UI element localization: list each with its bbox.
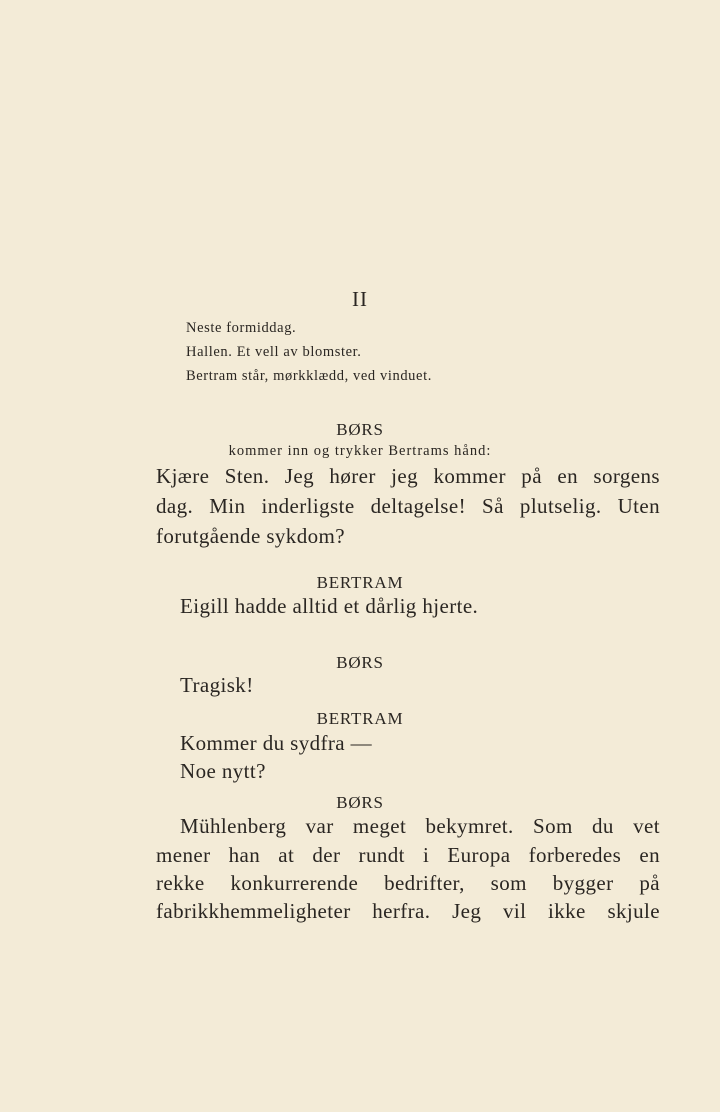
speaker-bors-1: BØRS bbox=[336, 420, 384, 439]
dialogue-line: Eigill hadde alltid et dårlig hjerte. bbox=[180, 594, 479, 618]
stage-direction-time: Neste formiddag. bbox=[186, 320, 297, 336]
dialogue-line: Tragisk! bbox=[180, 673, 254, 697]
dialogue-line: Kommer du sydfra — bbox=[180, 731, 373, 755]
act-heading: II bbox=[352, 287, 368, 311]
speaker-bors-3: BØRS bbox=[336, 793, 384, 812]
dialogue-line: Mühlenberg var meget bekymret. Som du vet bbox=[180, 814, 660, 838]
dialogue-line: dag. Min inderligste deltagelse! Så plutselig. Uten bbox=[156, 494, 660, 518]
dialogue-line: mener han at der rundt i Europa forberedes en bbox=[156, 843, 660, 867]
speaker-bors-2: BØRS bbox=[336, 653, 384, 672]
stage-direction-character: Bertram står, mørkklædd, ved vinduet. bbox=[186, 368, 432, 384]
speaker-bertram-2: BERTRAM bbox=[316, 709, 404, 728]
stage-direction-setting: Hallen. Et vell av blomster. bbox=[186, 344, 362, 360]
dialogue-line: Noe nytt? bbox=[180, 759, 266, 783]
action-direction-bors: kommer inn og trykker Bertrams hånd: bbox=[228, 443, 492, 459]
dialogue-line: fabrikkhemmeligheter herfra. Jeg vil ikke skjule bbox=[156, 899, 660, 923]
speaker-bertram-1: BERTRAM bbox=[316, 573, 404, 592]
dialogue-line: forutgående sykdom? bbox=[156, 524, 345, 548]
dialogue-line: rekke konkurrerende bedrifter, som bygger på bbox=[156, 871, 660, 895]
dialogue-line: Kjære Sten. Jeg hører jeg kommer på en sorgens bbox=[156, 464, 660, 488]
